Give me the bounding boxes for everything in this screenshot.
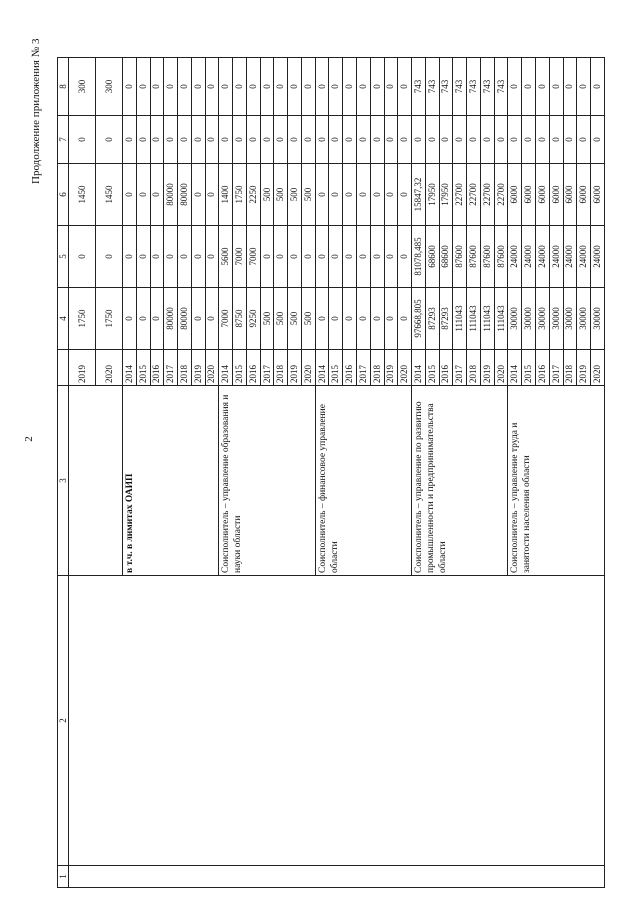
year-cell: 2017	[453, 350, 467, 386]
value-cell-col-4: 30000	[549, 288, 563, 350]
value-cell-col-4: 87293	[439, 288, 453, 350]
header-note: Продолжение приложения № 3	[30, 38, 42, 184]
value-cell-col-4: 0	[150, 288, 164, 350]
value-cell-col-6: 6000	[535, 164, 549, 226]
value-cell-col-5: 0	[96, 226, 123, 288]
value-cell-col-4: 500	[260, 288, 274, 350]
value-cell-col-5: 0	[260, 226, 274, 288]
year-cell: 2019	[69, 350, 96, 386]
year-cell: 2014	[123, 350, 137, 386]
value-cell-col-4: 0	[398, 288, 412, 350]
value-cell-col-5: 0	[123, 226, 137, 288]
value-cell-col-6: 1750	[233, 164, 247, 226]
value-cell-col-4: 80000	[178, 288, 192, 350]
value-cell-col-8: 0	[549, 58, 563, 116]
value-cell-col-5: 0	[329, 226, 343, 288]
value-cell-col-4: 0	[370, 288, 384, 350]
value-cell-col-4: 1750	[96, 288, 123, 350]
value-cell-col-7: 0	[178, 116, 192, 164]
year-cell: 2015	[136, 350, 150, 386]
column-number-9: 8	[58, 58, 69, 116]
value-cell-col-7: 0	[549, 116, 563, 164]
value-cell-col-4: 111043	[480, 288, 494, 350]
year-cell: 2020	[301, 350, 315, 386]
value-cell-col-7: 0	[467, 116, 481, 164]
executor-label: Соисполнитель – управление образования и науки области	[219, 386, 315, 576]
column-number-7: 6	[58, 164, 69, 226]
value-cell-col-5: 68600	[425, 226, 439, 288]
value-cell-col-4: 0	[343, 288, 357, 350]
value-cell-col-6: 500	[301, 164, 315, 226]
value-cell-col-6: 1400	[219, 164, 233, 226]
value-cell-col-6: 22700	[480, 164, 494, 226]
value-cell-col-8: 300	[69, 58, 96, 116]
value-cell-col-5: 87600	[494, 226, 508, 288]
year-cell: 2015	[233, 350, 247, 386]
year-cell: 2017	[549, 350, 563, 386]
value-cell-col-6: 500	[274, 164, 288, 226]
year-cell: 2016	[439, 350, 453, 386]
value-cell-col-5: 0	[357, 226, 371, 288]
value-cell-col-8: 0	[508, 58, 522, 116]
value-cell-col-7: 0	[522, 116, 536, 164]
value-cell-col-7: 0	[384, 116, 398, 164]
year-cell: 2020	[398, 350, 412, 386]
value-cell-col-8: 743	[494, 58, 508, 116]
value-cell-col-8: 0	[288, 58, 302, 116]
value-cell-col-4: 500	[274, 288, 288, 350]
value-cell-col-7: 0	[191, 116, 205, 164]
value-cell-col-6: 2250	[246, 164, 260, 226]
value-cell-col-7: 0	[439, 116, 453, 164]
value-cell-col-8: 0	[522, 58, 536, 116]
value-cell-col-5: 0	[150, 226, 164, 288]
value-cell-col-4: 111043	[467, 288, 481, 350]
value-cell-col-4: 0	[136, 288, 150, 350]
value-cell-col-5: 68600	[439, 226, 453, 288]
value-cell-col-6: 0	[329, 164, 343, 226]
budget-table-rotated	[57, 58, 605, 888]
value-cell-col-8: 0	[219, 58, 233, 116]
value-cell-col-4: 500	[301, 288, 315, 350]
value-cell-col-5: 0	[288, 226, 302, 288]
value-cell-col-7: 0	[123, 116, 137, 164]
column-number-6: 5	[58, 226, 69, 288]
value-cell-col-7: 0	[150, 116, 164, 164]
value-cell-col-4: 111043	[453, 288, 467, 350]
value-cell-col-8: 0	[191, 58, 205, 116]
value-cell-col-7: 0	[329, 116, 343, 164]
value-cell-col-8: 0	[150, 58, 164, 116]
executor-label: Соисполнитель – управление по развитию промышленности и предпринимательства области	[412, 386, 508, 576]
value-cell-col-7: 0	[480, 116, 494, 164]
column-number-5: 4	[58, 288, 69, 350]
value-cell-col-5: 24000	[577, 226, 591, 288]
year-cell: 2020	[205, 350, 219, 386]
value-cell-col-6: 6000	[591, 164, 605, 226]
value-cell-col-6: 22700	[494, 164, 508, 226]
value-cell-col-4: 0	[123, 288, 137, 350]
value-cell-col-8: 0	[357, 58, 371, 116]
year-cell: 2019	[288, 350, 302, 386]
year-cell: 2017	[260, 350, 274, 386]
value-cell-col-7: 0	[274, 116, 288, 164]
value-cell-col-7: 0	[343, 116, 357, 164]
year-cell: 2014	[219, 350, 233, 386]
year-cell: 2017	[357, 350, 371, 386]
value-cell-col-6: 0	[370, 164, 384, 226]
value-cell-col-6: 0	[191, 164, 205, 226]
value-cell-col-7: 0	[398, 116, 412, 164]
value-cell-col-6: 6000	[522, 164, 536, 226]
value-cell-col-6: 0	[384, 164, 398, 226]
year-cell: 2016	[246, 350, 260, 386]
value-cell-col-8: 0	[246, 58, 260, 116]
year-cell: 2016	[343, 350, 357, 386]
value-cell-col-4: 97668,805	[412, 288, 426, 350]
value-cell-col-5: 0	[315, 226, 329, 288]
value-cell-col-6: 6000	[508, 164, 522, 226]
value-cell-col-6: 6000	[549, 164, 563, 226]
value-cell-col-7: 0	[494, 116, 508, 164]
value-cell-col-6: 1450	[96, 164, 123, 226]
value-cell-col-8: 0	[398, 58, 412, 116]
value-cell-col-7: 0	[260, 116, 274, 164]
value-cell-col-8: 0	[301, 58, 315, 116]
year-cell: 2018	[467, 350, 481, 386]
year-cell: 2014	[412, 350, 426, 386]
value-cell-col-8: 0	[233, 58, 247, 116]
value-cell-col-5: 5600	[219, 226, 233, 288]
col-1-cell	[69, 866, 605, 888]
value-cell-col-6: 22700	[467, 164, 481, 226]
value-cell-col-8: 0	[343, 58, 357, 116]
value-cell-col-4: 30000	[535, 288, 549, 350]
year-cell: 2018	[563, 350, 577, 386]
value-cell-col-5: 0	[301, 226, 315, 288]
value-cell-col-5: 87600	[467, 226, 481, 288]
value-cell-col-5: 24000	[563, 226, 577, 288]
value-cell-col-5: 87600	[480, 226, 494, 288]
value-cell-col-6: 0	[357, 164, 371, 226]
year-cell: 2018	[274, 350, 288, 386]
year-cell: 2015	[329, 350, 343, 386]
value-cell-col-6: 15847,32	[412, 164, 426, 226]
value-cell-col-7: 0	[246, 116, 260, 164]
value-cell-col-8: 0	[260, 58, 274, 116]
column-number-3: 3	[58, 386, 69, 576]
value-cell-col-7: 0	[219, 116, 233, 164]
value-cell-col-6: 17950	[439, 164, 453, 226]
value-cell-col-5: 0	[398, 226, 412, 288]
value-cell-col-7: 0	[508, 116, 522, 164]
value-cell-col-8: 743	[480, 58, 494, 116]
value-cell-col-8: 0	[136, 58, 150, 116]
value-cell-col-8: 0	[123, 58, 137, 116]
year-cell: 2014	[315, 350, 329, 386]
value-cell-col-7: 0	[453, 116, 467, 164]
year-cell: 2019	[384, 350, 398, 386]
value-cell-col-5: 0	[274, 226, 288, 288]
year-cell: 2019	[480, 350, 494, 386]
executor-label	[69, 386, 123, 576]
year-cell: 2018	[370, 350, 384, 386]
value-cell-col-6: 22700	[453, 164, 467, 226]
year-cell: 2015	[425, 350, 439, 386]
col-2-cell	[69, 576, 605, 866]
value-cell-col-6: 1450	[69, 164, 96, 226]
executor-label: в т.ч. в лимитах ОАИП	[123, 386, 219, 576]
value-cell-col-6: 80000	[178, 164, 192, 226]
executor-label: Соисполнитель – управление труда и занятости населения области	[508, 386, 605, 576]
value-cell-col-6: 0	[150, 164, 164, 226]
value-cell-col-8: 0	[563, 58, 577, 116]
value-cell-col-8: 0	[329, 58, 343, 116]
value-cell-col-6: 17950	[425, 164, 439, 226]
value-cell-col-4: 1750	[69, 288, 96, 350]
column-number-2: 2	[58, 576, 69, 866]
value-cell-col-8: 0	[178, 58, 192, 116]
value-cell-col-6: 0	[315, 164, 329, 226]
value-cell-col-4: 30000	[563, 288, 577, 350]
column-number-8: 7	[58, 116, 69, 164]
year-cell: 2014	[508, 350, 522, 386]
value-cell-col-4: 30000	[522, 288, 536, 350]
year-cell: 2018	[178, 350, 192, 386]
value-cell-col-7: 0	[233, 116, 247, 164]
table-row	[69, 58, 96, 888]
value-cell-col-7: 0	[357, 116, 371, 164]
value-cell-col-4: 30000	[577, 288, 591, 350]
value-cell-col-8: 0	[591, 58, 605, 116]
value-cell-col-4: 111043	[494, 288, 508, 350]
column-numbers-row	[58, 58, 69, 888]
year-cell: 2020	[494, 350, 508, 386]
value-cell-col-6: 0	[205, 164, 219, 226]
year-cell: 2017	[164, 350, 178, 386]
value-cell-col-8: 0	[205, 58, 219, 116]
value-cell-col-5: 0	[164, 226, 178, 288]
value-cell-col-6: 0	[343, 164, 357, 226]
year-cell: 2015	[522, 350, 536, 386]
value-cell-col-7: 0	[288, 116, 302, 164]
value-cell-col-5: 0	[69, 226, 96, 288]
value-cell-col-4: 0	[205, 288, 219, 350]
value-cell-col-4: 9250	[246, 288, 260, 350]
executor-label: Соисполнитель – финансовое управление области	[315, 386, 411, 576]
column-number-1: 1	[58, 866, 69, 888]
value-cell-col-7: 0	[370, 116, 384, 164]
value-cell-col-5: 0	[384, 226, 398, 288]
value-cell-col-4: 8750	[233, 288, 247, 350]
value-cell-col-8: 0	[577, 58, 591, 116]
value-cell-col-4: 0	[191, 288, 205, 350]
year-cell: 2020	[96, 350, 123, 386]
value-cell-col-4: 30000	[508, 288, 522, 350]
value-cell-col-4: 500	[288, 288, 302, 350]
page-number: 2	[22, 436, 35, 442]
value-cell-col-5: 24000	[591, 226, 605, 288]
value-cell-col-5: 0	[191, 226, 205, 288]
value-cell-col-4: 0	[357, 288, 371, 350]
value-cell-col-8: 0	[535, 58, 549, 116]
value-cell-col-7: 0	[96, 116, 123, 164]
value-cell-col-7: 0	[577, 116, 591, 164]
value-cell-col-8: 743	[425, 58, 439, 116]
value-cell-col-6: 6000	[577, 164, 591, 226]
value-cell-col-6: 500	[260, 164, 274, 226]
value-cell-col-5: 24000	[535, 226, 549, 288]
value-cell-col-8: 0	[315, 58, 329, 116]
value-cell-col-7: 0	[591, 116, 605, 164]
year-cell: 2019	[577, 350, 591, 386]
value-cell-col-7: 0	[535, 116, 549, 164]
budget-table	[57, 57, 605, 888]
year-cell: 2016	[535, 350, 549, 386]
value-cell-col-7: 0	[301, 116, 315, 164]
value-cell-col-6: 500	[288, 164, 302, 226]
value-cell-col-4: 0	[329, 288, 343, 350]
value-cell-col-8: 743	[467, 58, 481, 116]
column-number-4	[58, 350, 69, 386]
value-cell-col-4: 0	[384, 288, 398, 350]
value-cell-col-5: 87600	[453, 226, 467, 288]
value-cell-col-7: 0	[315, 116, 329, 164]
value-cell-col-5: 24000	[508, 226, 522, 288]
value-cell-col-7: 0	[164, 116, 178, 164]
value-cell-col-5: 7000	[233, 226, 247, 288]
value-cell-col-8: 0	[384, 58, 398, 116]
value-cell-col-7: 0	[563, 116, 577, 164]
value-cell-col-5: 24000	[522, 226, 536, 288]
value-cell-col-5: 24000	[549, 226, 563, 288]
value-cell-col-6: 0	[398, 164, 412, 226]
value-cell-col-8: 300	[96, 58, 123, 116]
value-cell-col-7: 0	[412, 116, 426, 164]
table-body	[69, 58, 605, 888]
value-cell-col-4: 7000	[219, 288, 233, 350]
value-cell-col-6: 0	[123, 164, 137, 226]
value-cell-col-7: 0	[69, 116, 96, 164]
value-cell-col-8: 0	[164, 58, 178, 116]
value-cell-col-4: 80000	[164, 288, 178, 350]
year-cell: 2020	[591, 350, 605, 386]
year-cell: 2016	[150, 350, 164, 386]
value-cell-col-7: 0	[205, 116, 219, 164]
value-cell-col-8: 0	[274, 58, 288, 116]
value-cell-col-6: 6000	[563, 164, 577, 226]
year-cell: 2019	[191, 350, 205, 386]
value-cell-col-5: 0	[343, 226, 357, 288]
value-cell-col-7: 0	[425, 116, 439, 164]
value-cell-col-6: 0	[136, 164, 150, 226]
value-cell-col-5: 7000	[246, 226, 260, 288]
value-cell-col-7: 0	[136, 116, 150, 164]
value-cell-col-5: 0	[136, 226, 150, 288]
value-cell-col-8: 743	[439, 58, 453, 116]
value-cell-col-8: 743	[412, 58, 426, 116]
value-cell-col-5: 0	[178, 226, 192, 288]
value-cell-col-5: 0	[370, 226, 384, 288]
value-cell-col-4: 30000	[591, 288, 605, 350]
value-cell-col-5: 81078,485	[412, 226, 426, 288]
value-cell-col-4: 87293	[425, 288, 439, 350]
value-cell-col-8: 0	[370, 58, 384, 116]
value-cell-col-8: 743	[453, 58, 467, 116]
value-cell-col-6: 80000	[164, 164, 178, 226]
value-cell-col-5: 0	[205, 226, 219, 288]
value-cell-col-4: 0	[315, 288, 329, 350]
